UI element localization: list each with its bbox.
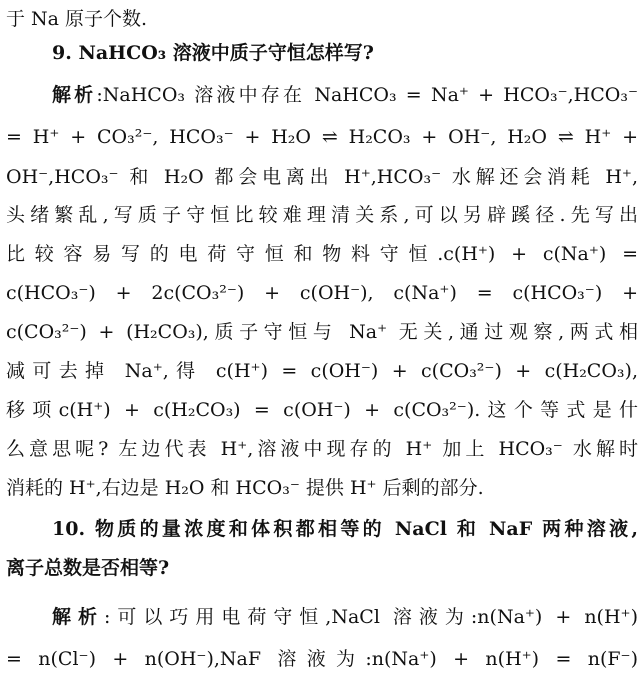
analysis-label: 解析 — [52, 84, 97, 106]
question-10-heading-1: 10. 物质的量浓度和体积都相等的 NaCl 和 NaF 两种溶液, — [52, 518, 638, 540]
analysis-9-line-1 — [52, 78, 638, 112]
analysis-9-line-5: 比较容易写的电荷守恒和物料守恒.c(H⁺) + c(Na⁺) = — [6, 243, 638, 265]
text-line-1: 于 Na 原子个数. — [6, 8, 148, 30]
question-10-heading-2: 离子总数是否相等? — [6, 557, 170, 579]
analysis-9-line-4: 头绪繁乱,写质子守恒比较难理清关系,可以另辟蹊径.先写出 — [6, 204, 638, 226]
analysis-9-line-11: 消耗的 H⁺,右边是 H₂O 和 HCO₃⁻ 提供 H⁺ 后剩的部分. — [6, 477, 484, 499]
analysis-9-line-10: 么意思呢? 左边代表 H⁺,溶液中现存的 H⁺ 加上 HCO₃⁻ 水解时 — [6, 438, 638, 460]
analysis-10-line-1-text: :可以巧用电荷守恒,NaCl 溶液为:n(Na⁺) + n(H⁺) — [103, 606, 638, 628]
question-9-heading: 9. NaHCO₃ 溶液中质子守恒怎样写? — [52, 42, 374, 64]
analysis-10-line-2: = n(Cl⁻) + n(OH⁻),NaF 溶液为:n(Na⁺) + n(H⁺) = n(F⁻) — [6, 648, 638, 670]
analysis-label-2: 解析 — [52, 606, 104, 628]
analysis-9-line-7: c(CO₃²⁻) + (H₂CO₃),质子守恒与 Na⁺ 无关,通过观察,两式相 — [6, 321, 638, 343]
analysis-9-line-2: = H⁺ + CO₃²⁻, HCO₃⁻ + H₂O ⇌ H₂CO₃ + OH⁻, H₂O ⇌ H⁺ + — [6, 126, 638, 148]
analysis-9-line-6: c(HCO₃⁻) + 2c(CO₃²⁻) + c(OH⁻), c(Na⁺) = c(HCO₃⁻) + — [6, 282, 638, 304]
analysis-9-line-3: OH⁻,HCO₃⁻ 和 H₂O 都会电离出 H⁺,HCO₃⁻ 水解还会消耗 H⁺, — [6, 166, 638, 188]
analysis-9-line-1-text: :NaHCO₃ 溶液中存在 NaHCO₃ = Na⁺ + HCO₃⁻,HCO₃⁻ — [96, 84, 638, 106]
analysis-9-line-8: 减可去掉 Na⁺,得 c(H⁺) = c(OH⁻) + c(CO₃²⁻) + c(H₂CO₃), — [6, 360, 638, 382]
analysis-10-line-1 — [52, 600, 638, 634]
analysis-9-line-9: 移项c(H⁺) + c(H₂CO₃) = c(OH⁻) + c(CO₃²⁻).这个等式是什 — [6, 399, 638, 421]
